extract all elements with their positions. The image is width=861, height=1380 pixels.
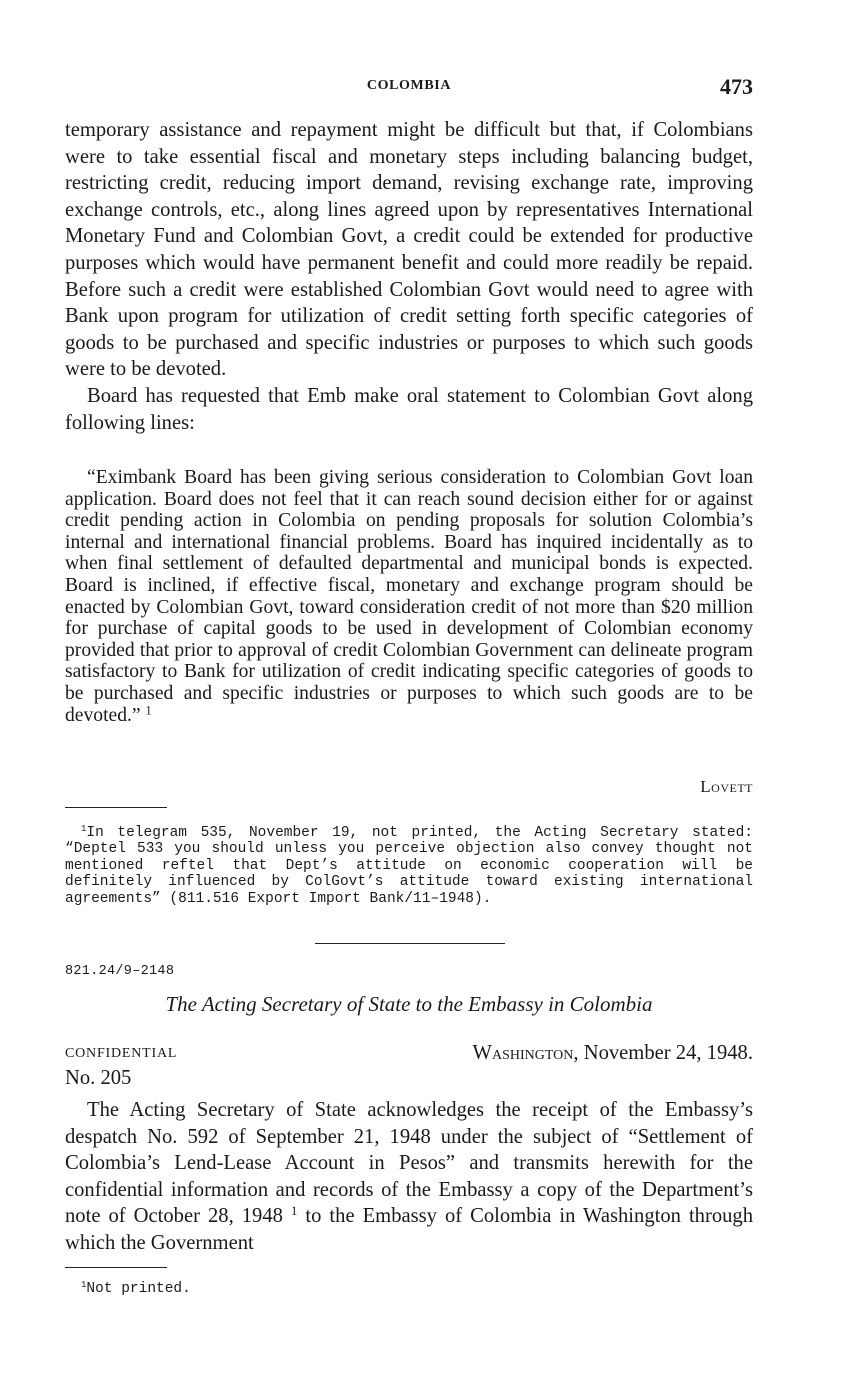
- body-text-continued: to the Embassy of Colombia in Washington through which the Government: [65, 1205, 754, 1254]
- document-title: The Acting Secretary of State to the Embassy in Colombia: [165, 992, 653, 1016]
- footnote-reference[interactable]: 1: [145, 702, 152, 717]
- dateline-place: Washington: [472, 1042, 574, 1064]
- quote-text: “Eximbank Board has been giving serious consideration to Colombian Govt loan application. Board does not feel that it can reach sound decision either for or against credit pending action in Colombia on pending proposals for solution Colombia’s internal and international financial problems. Board has inquired incidentally as to when final settlement of defaulted departmental and municipal bonds is expected. Board is inclined, if effective fiscal, monetary and exchange program should be enacted by Colombian Govt, toward consideration credit of not more than $20 million for purchase of capital goods to be used in development of Colombian economy provided that prior to approval of credit Colombian Government can delineate program satisfactory to Bank for utilization of credit indicating specific categories of goods to be purchased and specific industries or purposes to which such goods are to be devoted.”: [65, 467, 753, 726]
- section-divider: [315, 943, 505, 944]
- running-head: [65, 74, 753, 102]
- page-number: 473: [720, 74, 753, 99]
- footnote-reference[interactable]: 1: [290, 1204, 298, 1219]
- paragraph: temporary assistance and repayment might be difficult but that, if Colombians were to take essential fiscal and monetary steps including balancing budget, restricting credit, reducing import demand, revising exchange rate, improving exchange controls, etc., along lines agreed upon by representatives International Monetary Fund and Colombian Govt, a credit could be extended for productive purposes which would have permanent benefit and could more readily be repaid. Before such a credit were established Colombian Govt would need to agree with Bank upon program for utilization of credit setting forth specific categories of goods to be purchased and specific industries or purposes to which such goods were to be devoted.: [65, 119, 753, 381]
- main-text: [65, 117, 753, 436]
- running-head-title: COLOMBIA: [366, 78, 452, 93]
- file-number: 821.24/9–2148: [65, 964, 175, 979]
- document-body: [65, 1097, 753, 1257]
- footnote-mark: 1: [81, 1280, 87, 1291]
- footnote-text: In telegram 535, November 19, not printed, the Acting Secretary stated: “Deptel 533 you should unless you perceive objection also convey thought not mentioned reftel that Dept’s attitude on economic cooperation will be definitely influenced by ColGovt’s attitude toward existing international agreements” (811.516 Export Import Bank/11–1948).: [65, 825, 753, 907]
- footnote-text: Not printed.: [86, 1281, 191, 1297]
- footnote-rule: [65, 1267, 167, 1268]
- block-quote: [65, 467, 753, 726]
- document-number: No. 205: [65, 1067, 132, 1089]
- body-text: The Acting Secretary of State acknowledges the receipt of the Embassy’s despatch No. 592 of September 21, 1948 under the subject of “Settlement of Colombia’s Lend-Lease Account in Pesos” and transmits herewith for the confidential information and records of the Embassy a copy of the Department’s note of October 28, 1948: [65, 1099, 753, 1228]
- signature: Lovett: [700, 777, 753, 796]
- footnote-mark: 1: [81, 824, 87, 835]
- footnote: [65, 825, 753, 907]
- dateline-date: , November 24, 1948.: [573, 1042, 753, 1064]
- dateline: [473, 1042, 753, 1065]
- footnote: [65, 1281, 753, 1297]
- classification: CONFIDENTIAL: [65, 1046, 178, 1061]
- paragraph: Board has requested that Emb make oral statement to Colombian Govt along following lines:: [65, 384, 753, 434]
- footnote-rule: [65, 807, 167, 808]
